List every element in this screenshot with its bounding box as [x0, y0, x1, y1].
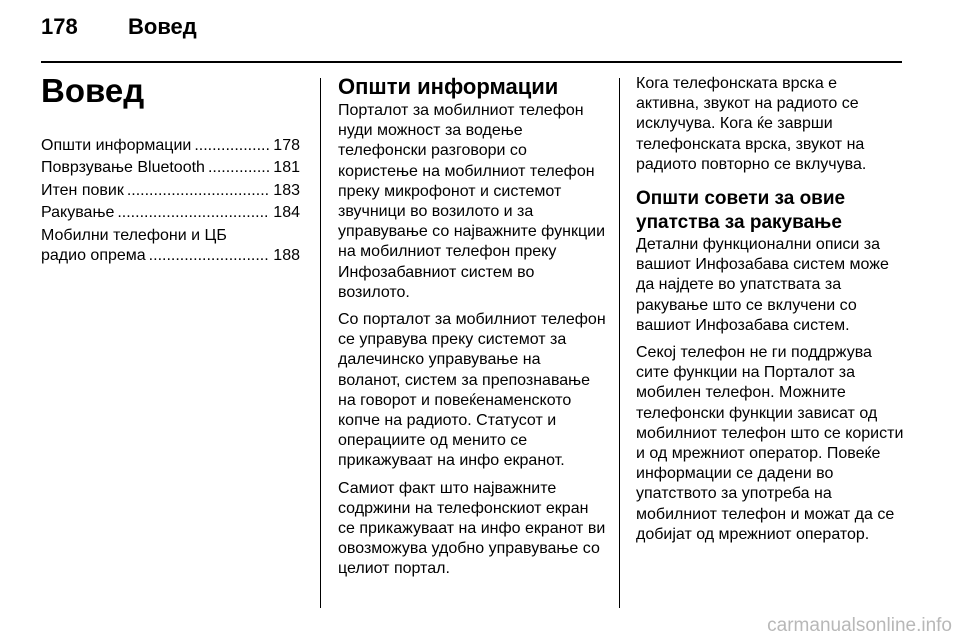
- toc-label: Ракување: [41, 204, 115, 222]
- paragraph: Детални функционални описи за вашиот Инфозабава систем може да најдете во упатствата за ракување што се вклучени со вашиот Инфозабава систем.: [636, 236, 889, 334]
- left-column: [41, 74, 300, 268]
- toc-leader: [127, 181, 270, 201]
- toc-page: 188: [273, 246, 300, 264]
- toc-label: Итен повик: [41, 181, 124, 199]
- chapter-title: Вовед: [41, 72, 145, 109]
- toc-entry[interactable]: [41, 136, 300, 156]
- toc-page: 178: [273, 137, 300, 154]
- column-divider-left: [320, 78, 321, 608]
- toc-entry[interactable]: [41, 226, 300, 266]
- toc-leader: [194, 136, 270, 156]
- toc-leader: [117, 203, 270, 223]
- paragraph: Самиот факт што најважните содржини на телефонскиот екран се прикажуваат на инфо екранот ви овозможува удобно управување со целиот портал.: [338, 479, 606, 578]
- toc-label: Мобилни телефони и ЦБ: [41, 226, 227, 244]
- toc-leader: [149, 246, 271, 266]
- section-name: Вовед: [128, 14, 197, 39]
- toc-label: Општи информации: [41, 137, 192, 154]
- watermark: carmanualsonline.info: [767, 615, 952, 636]
- paragraph: Кога телефонската врска е активна, звукот на радиото се исклучува. Кога ќе заврши телефонската врска, звукот на радиото повторно се вклучува.: [636, 75, 867, 173]
- toc-entry[interactable]: [41, 181, 300, 201]
- paragraph: Порталот за мобилниот телефон нуди можност за водење телефонски разговори со користење на мобилниот телефон преку микрофонот и системот звучници во возилото и за управување со најважните функции на мобилниот телефон преку Инфозабавниот систем во возилото.: [338, 102, 606, 301]
- section-heading: Општи информации: [338, 74, 559, 99]
- column-divider-right: [619, 78, 620, 608]
- right-column: [636, 74, 904, 552]
- toc-entry[interactable]: [41, 203, 300, 223]
- toc-label: радио опрема: [41, 246, 146, 264]
- toc-page: 183: [273, 181, 300, 199]
- running-header: [41, 14, 197, 40]
- page-number: 178: [41, 14, 78, 39]
- paragraph: Со порталот за мобилниот телефон се управува преку системот за далечинско управување на воланот, систем за препознавање на говорот и повеќенаменското копче на радиото. Статусот и операциите од менито се прикажуваат на инфо екранот.: [338, 311, 606, 470]
- toc-label: Поврзување Bluetooth: [41, 159, 205, 177]
- toc-entry[interactable]: [41, 158, 300, 178]
- paragraph: Секој телефон не ги поддржува сите функции на Порталот за мобилен телефон. Можните телефонски функции зависат од мобилниот телефон што се користи и од мрежниот оператор. Повеќе информации се дадени во упатството за употреба на мобилниот телефон и можат да се добијат од мрежниот оператор.: [636, 344, 904, 543]
- subsection-heading: Општи совети за овие упатства за ракување: [636, 188, 846, 234]
- header-rule: [41, 61, 902, 63]
- toc-page: 184: [273, 204, 300, 222]
- toc-leader: [208, 158, 270, 178]
- middle-column: [338, 74, 606, 587]
- toc-page: 181: [273, 159, 300, 177]
